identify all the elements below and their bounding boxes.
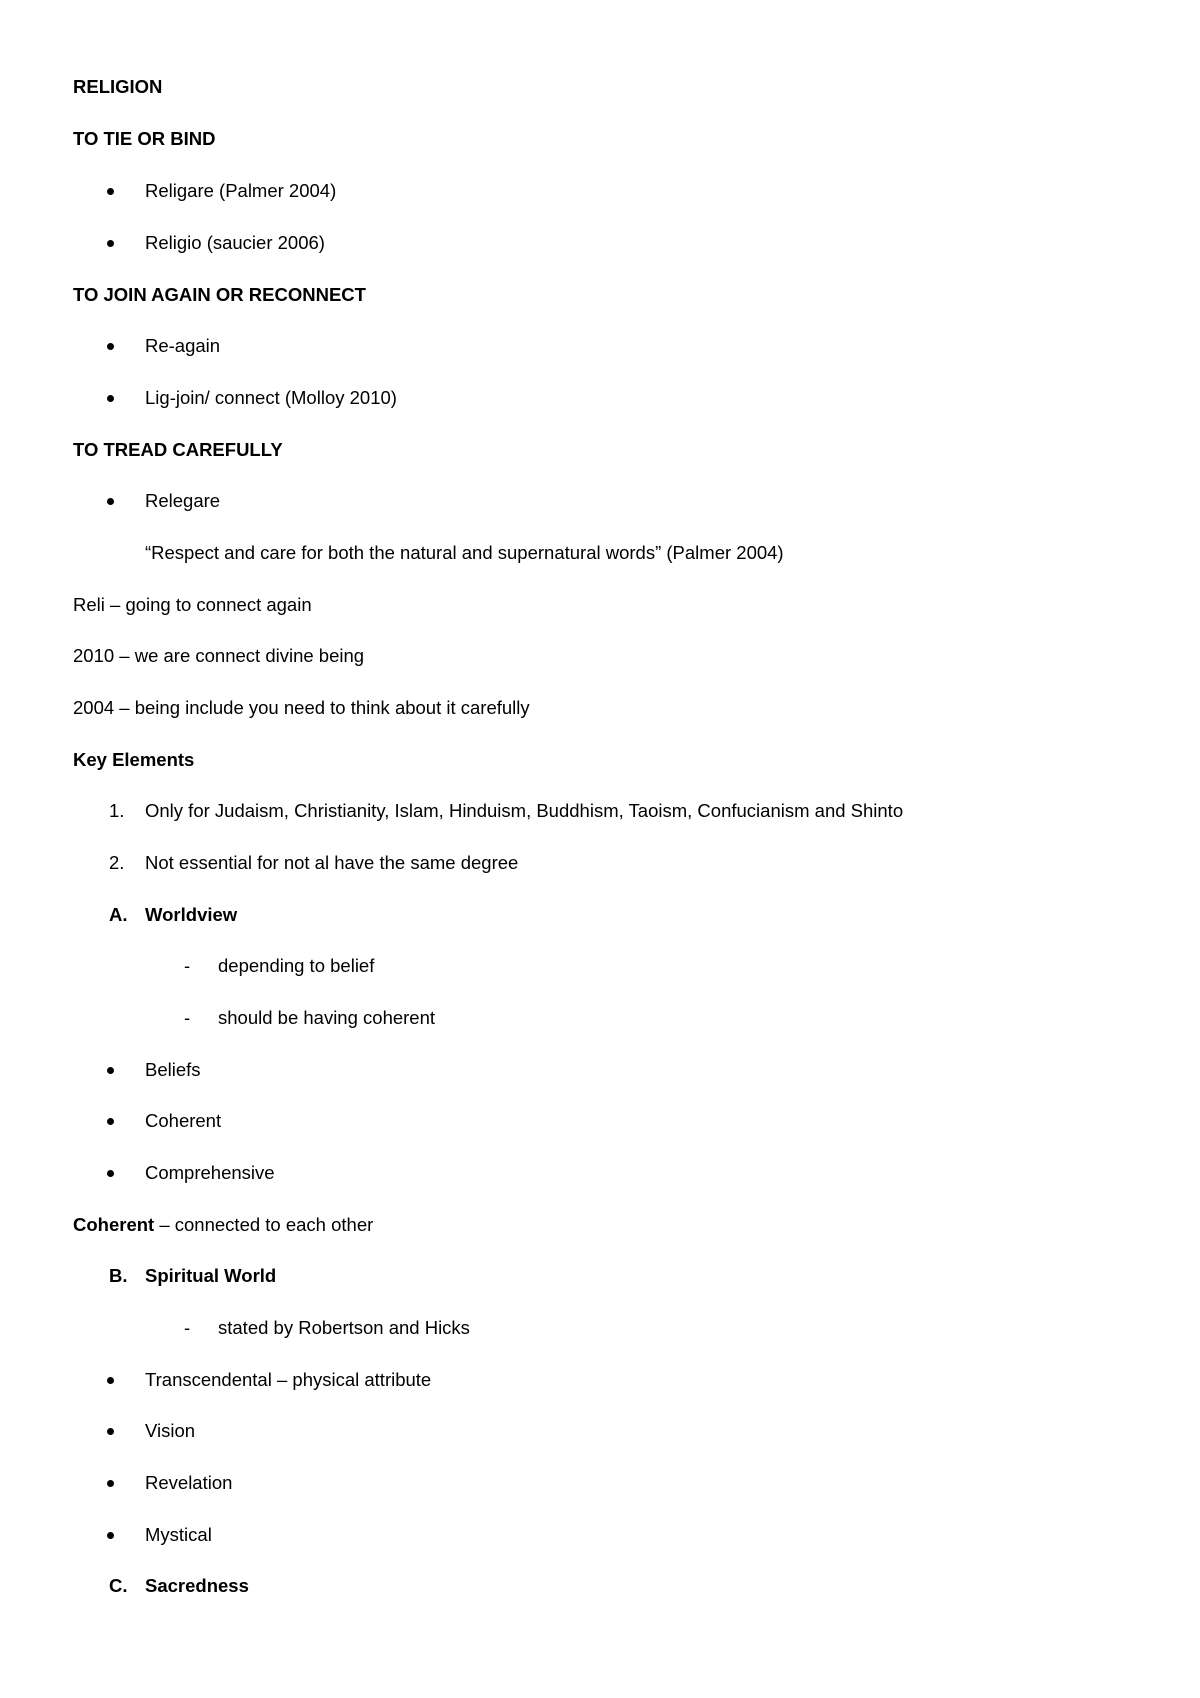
quote-text: “Respect and care for both the natural and supernatural words” (Palmer 2004) — [145, 542, 784, 563]
note-line: 2010 – we are connect divine being — [73, 645, 365, 666]
bullet-icon — [107, 343, 114, 350]
section-heading-tread-carefully: TO TREAD CAREFULLY — [73, 439, 283, 460]
dash-item: should be having coherent — [218, 1007, 436, 1028]
list-item: Lig-join/ connect (Molloy 2010) — [145, 387, 397, 408]
subheading-spiritual-world: Spiritual World — [145, 1265, 277, 1286]
bullet-icon — [107, 395, 114, 402]
bullet-icon — [107, 1532, 114, 1539]
coherent-def: – connected to each other — [154, 1214, 374, 1235]
bullet-icon — [107, 1377, 114, 1384]
list-item: Comprehensive — [145, 1162, 275, 1183]
subheading-sacredness: Sacredness — [145, 1575, 249, 1596]
bullet-icon — [107, 188, 114, 195]
key-elements-heading: Key Elements — [73, 749, 195, 770]
list-item: Beliefs — [145, 1059, 201, 1080]
note-line: Reli – going to connect again — [73, 594, 312, 615]
list-item: Re-again — [145, 335, 221, 356]
section-heading-tie-or-bind: TO TIE OR BIND — [73, 128, 216, 149]
list-letter: C. — [109, 1575, 128, 1596]
section-heading-join-again: TO JOIN AGAIN OR RECONNECT — [73, 284, 366, 305]
bullet-icon — [107, 1170, 114, 1177]
bullet-icon — [107, 240, 114, 247]
coherent-definition — [73, 1213, 373, 1237]
numbered-item: Not essential for not al have the same degree — [145, 852, 519, 873]
dash-marker: - — [184, 1317, 191, 1338]
list-item: Coherent — [145, 1110, 222, 1131]
bullet-icon — [107, 1428, 114, 1435]
numbered-item: Only for Judaism, Christianity, Islam, Hinduism, Buddhism, Taoism, Confucianism and Shinto — [145, 800, 904, 821]
subheading-worldview: Worldview — [145, 904, 238, 925]
doc-title: RELIGION — [73, 76, 163, 97]
list-item: Religio (saucier 2006) — [145, 232, 325, 253]
list-letter: B. — [109, 1265, 128, 1286]
list-item: Vision — [145, 1420, 196, 1441]
list-number: 1. — [109, 800, 125, 821]
coherent-term: Coherent — [73, 1214, 155, 1235]
dash-marker: - — [184, 955, 191, 976]
dash-marker: - — [184, 1007, 191, 1028]
list-number: 2. — [109, 852, 125, 873]
bullet-icon — [107, 498, 114, 505]
list-letter: A. — [109, 904, 128, 925]
list-item: Religare (Palmer 2004) — [145, 180, 337, 201]
dash-item: depending to belief — [218, 955, 375, 976]
list-item: Transcendental – physical attribute — [145, 1369, 432, 1390]
dash-item: stated by Robertson and Hicks — [218, 1317, 470, 1338]
bullet-icon — [107, 1067, 114, 1074]
bullet-icon — [107, 1480, 114, 1487]
list-item: Relegare — [145, 490, 221, 511]
list-item: Mystical — [145, 1524, 212, 1545]
bullet-icon — [107, 1118, 114, 1125]
list-item: Revelation — [145, 1472, 233, 1493]
note-line: 2004 – being include you need to think about it carefully — [73, 697, 530, 718]
